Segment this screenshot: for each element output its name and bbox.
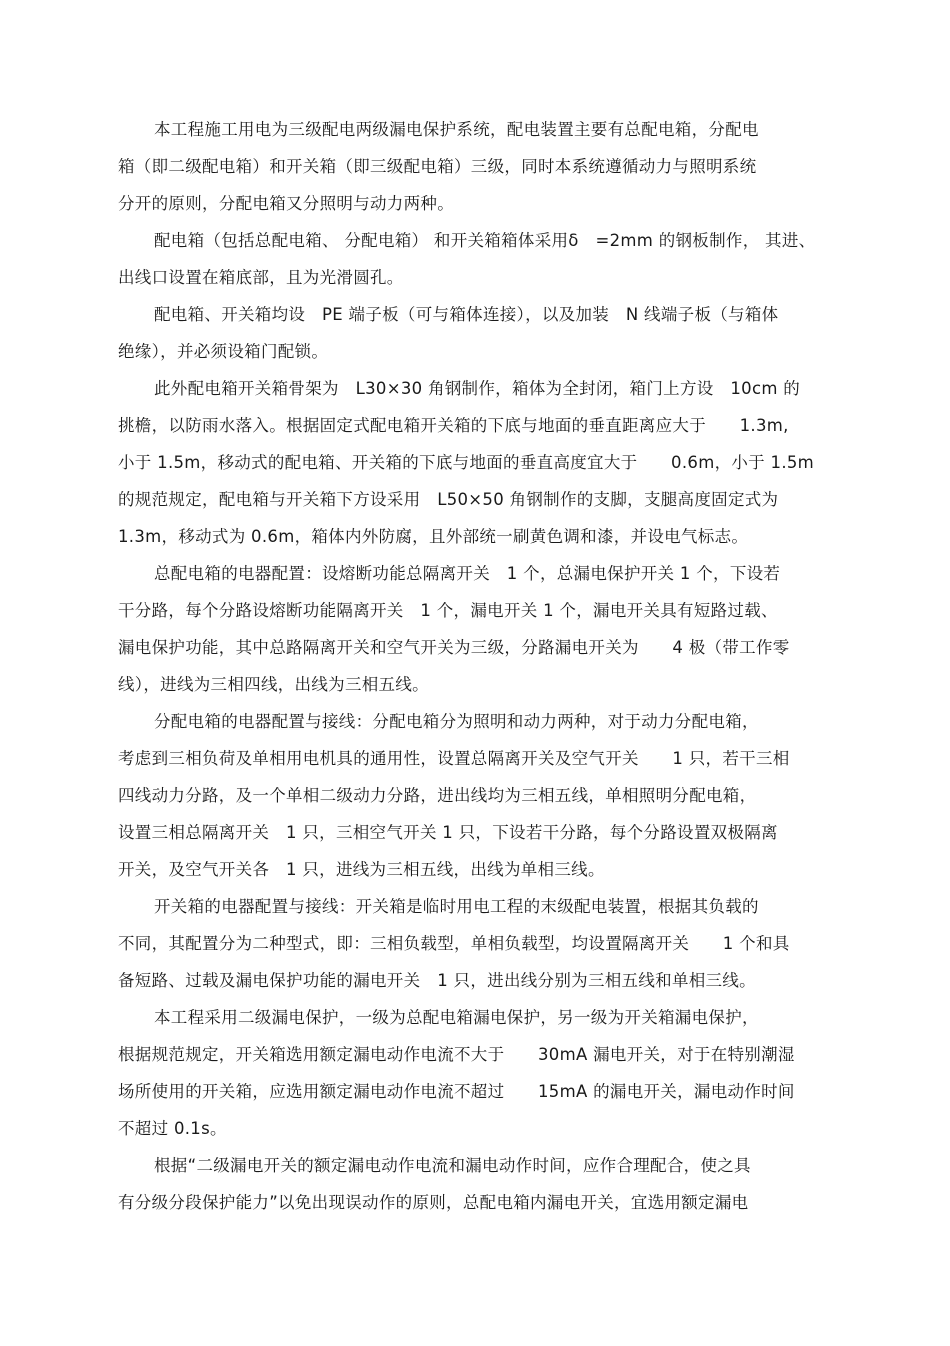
text-line: 此外配电箱开关箱骨架为 L30×30 角钢制作，箱体为全封闭，箱门上方设 10cm 的 (154, 379, 801, 398)
text-line: 根据规范规定，开关箱选用额定漏电动作电流不大于 30mA 漏电开关，对于在特别潮湿 (118, 1045, 795, 1064)
text-line: 干分路，每个分路设熔断功能隔离开关 1 个，漏电开关 1 个，漏电开关具有短路过载、 (118, 601, 778, 620)
text-line: 小于 1.5m，移动式的配电箱、开关箱的下底与地面的垂直高度宜大于 0.6m，小于 1.5m (118, 453, 815, 472)
text-line: 分开的原则，分配电箱又分照明与动力两种。 (118, 194, 454, 213)
text-line: 配电箱、开关箱均设 PE 端子板（可与箱体连接），以及加装 N 线端子板（与箱体 (154, 305, 779, 324)
text-line: 1.3m，移动式为 0.6m，箱体内外防腐，且外部统一刷黄色调和漆，并设电气标志。 (118, 527, 749, 546)
text-line: 出线口设置在箱底部，且为光滑圆孔。 (118, 268, 404, 287)
document-body (118, 116, 848, 1226)
text-line: 不超过 0.1s。 (118, 1119, 227, 1138)
text-line: 漏电保护功能，其中总路隔离开关和空气开关为三级，分路漏电开关为 4 极（带工作零 (118, 638, 790, 657)
text-line: 总配电箱的电器配置：设熔断功能总隔离开关 1 个，总漏电保护开关 1 个，下设若 (154, 564, 781, 583)
text-line: 根据“二级漏电开关的额定漏电动作电流和漏电动作时间，应作合理配合，使之具 (154, 1156, 751, 1175)
text-line: 有分级分段保护能力”以免出现误动作的原则，总配电箱内漏电开关，宜选用额定漏电 (118, 1193, 749, 1212)
text-line: 箱（即二级配电箱）和开关箱（即三级配电箱）三级，同时本系统遵循动力与照明系统 (118, 157, 757, 176)
text-line: 本工程采用二级漏电保护，一级为总配电箱漏电保护，另一级为开关箱漏电保护， (154, 1008, 759, 1027)
text-line: 本工程施工用电为三级配电两级漏电保护系统，配电装置主要有总配电箱，分配电 (154, 120, 759, 139)
text-line: 设置三相总隔离开关 1 只，三相空气开关 1 只，下设若干分路，每个分路设置双极隔离 (118, 823, 778, 842)
text-line: 配电箱（包括总配电箱、 分配电箱） 和开关箱箱体采用δ =2mm 的钢板制作， 其进、 (154, 231, 816, 250)
text-line: 分配电箱的电器配置与接线：分配电箱分为照明和动力两种，对于动力分配电箱， (154, 712, 759, 731)
text-line: 考虑到三相负荷及单相用电机具的通用性，设置总隔离开关及空气开关 1 只，若干三相 (118, 749, 790, 768)
text-line: 备短路、过载及漏电保护功能的漏电开关 1 只，进出线分别为三相五线和单相三线。 (118, 971, 756, 990)
text-line: 挑檐，以防雨水落入。根据固定式配电箱开关箱的下底与地面的垂直距离应大于 1.3m, (118, 416, 789, 435)
text-line: 线），进线为三相四线，出线为三相五线。 (118, 675, 429, 694)
text-line: 开关箱的电器配置与接线：开关箱是临时用电工程的末级配电装置，根据其负载的 (154, 897, 759, 916)
text-line: 不同，其配置分为二种型式，即：三相负载型，单相负载型，均设置隔离开关 1 个和具 (118, 934, 790, 953)
text-line: 开关，及空气开关各 1 只，进线为三相五线，出线为单相三线。 (118, 860, 605, 879)
text-line: 场所使用的开关箱，应选用额定漏电动作电流不超过 15mA 的漏电开关，漏电动作时间 (118, 1082, 795, 1101)
text-line: 四线动力分路，及一个单相二级动力分路，进出线均为三相五线，单相照明分配电箱， (118, 786, 757, 805)
text-line: 绝缘），并必须设箱门配锁。 (118, 342, 329, 361)
text-line: 的规范规定，配电箱与开关箱下方设采用 L50×50 角钢制作的支脚，支腿高度固定式为 (118, 490, 779, 509)
